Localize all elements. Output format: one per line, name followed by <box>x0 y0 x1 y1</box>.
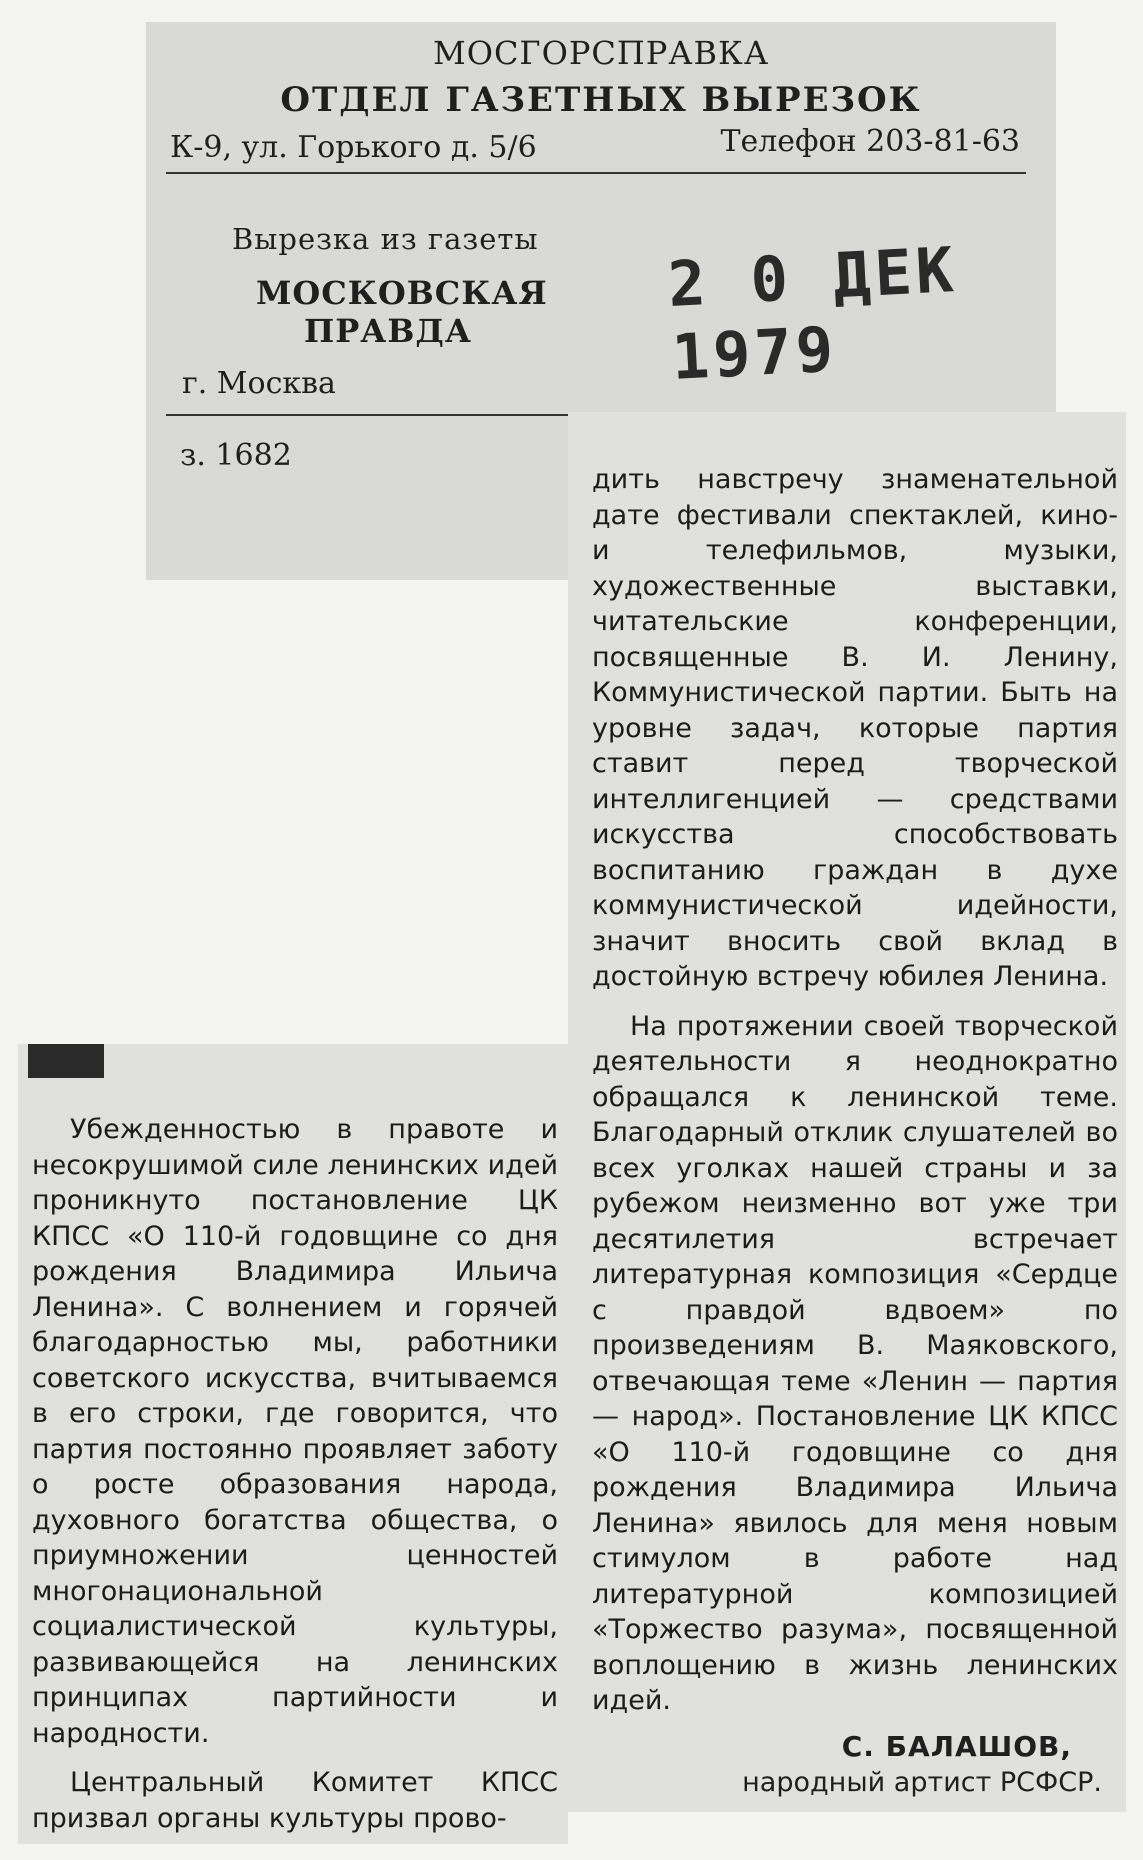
author-signature <box>592 1730 1102 1798</box>
stamp-cut-label: Вырезка из газеты <box>232 222 539 256</box>
stamp-order-number: з. 1682 <box>180 438 292 473</box>
left-column-text <box>32 1112 558 1850</box>
date-stamp: 2 0 ДЕК 1979 <box>666 232 959 394</box>
author-title: народный артист РСФСР. <box>742 1767 1102 1798</box>
stamp-organization: МОСГОРСПРАВКА <box>432 34 770 72</box>
newspaper-name-line1: МОСКОВСКАЯ <box>256 274 548 312</box>
section-marker-bar <box>28 1044 104 1078</box>
paragraph: дить навстречу знаменательной дате фестивали спектаклей, кино- и телефильмов, музыки, художественные выставки, читательские конференции, посвященные В. И. Ленину, Коммунистической партии. Быть на уровне задач, которые партия ставит перед творческой интеллигенцией — средствами искусства способствовать воспитанию граждан в духе коммунистической идейности, значит вносить свой вклад в достойную встречу юбилея Ленина. <box>592 464 1118 992</box>
stamp-city: г. Москва <box>182 366 336 401</box>
right-column-text <box>592 462 1118 1733</box>
author-name: С. БАЛАШОВ, <box>841 1730 1072 1763</box>
paragraph: Центральный Комитет КПСС призвал органы культуры прово- <box>32 1767 558 1834</box>
paragraph: На протяжении своей творческой деятельности я неоднократно обращался к ленинской теме. Благодарный отклик слушателей во всех уголках нашей страны и за рубежом неизменно вот уже три десятилетия встречает литературная композиция «Сердце с правдой вдвоем» по произведениям В. Маяковского, отвечающая теме «Ленин — партия — народ». Постановление ЦК КПСС «О 110-й годовщине со дня рождения Владимира Ильича Ленина» явилось для меня новым стимулом в работе над литературной композицией «Торжество разума», посвященной воплощению в жизнь ленинских идей. <box>592 1010 1118 1716</box>
stamp-address: К-9, ул. Горького д. 5/6 <box>170 130 537 165</box>
newspaper-name-line2: ПРАВДА <box>304 312 472 350</box>
stamp-phone: Телефон 203-81-63 <box>720 124 1020 159</box>
article-column-right <box>568 412 1126 1812</box>
article-column-left <box>18 1044 568 1844</box>
stamp-divider <box>166 172 1026 174</box>
stamp-department: ОТДЕЛ ГАЗЕТНЫХ ВЫРЕЗОК <box>280 80 922 120</box>
stamp-newspaper-name <box>256 274 548 350</box>
paragraph: Убежденностью в правоте и несокрушимой силе ленинских идей проникнуто постановление ЦК КПСС «О 110-й годовщине со дня рождения Владимира Ильича Ленина». С волнением и горячей благодарностью мы, работники советского искусства, вчитываемся в его строки, где говорится, что партия постоянно проявляет заботу о росте образования народа, духовного богатства общества, о приумножении ценностей многонациональной социалистической культуры, развивающейся на ленинских принципах партийности и народности. <box>32 1114 558 1749</box>
